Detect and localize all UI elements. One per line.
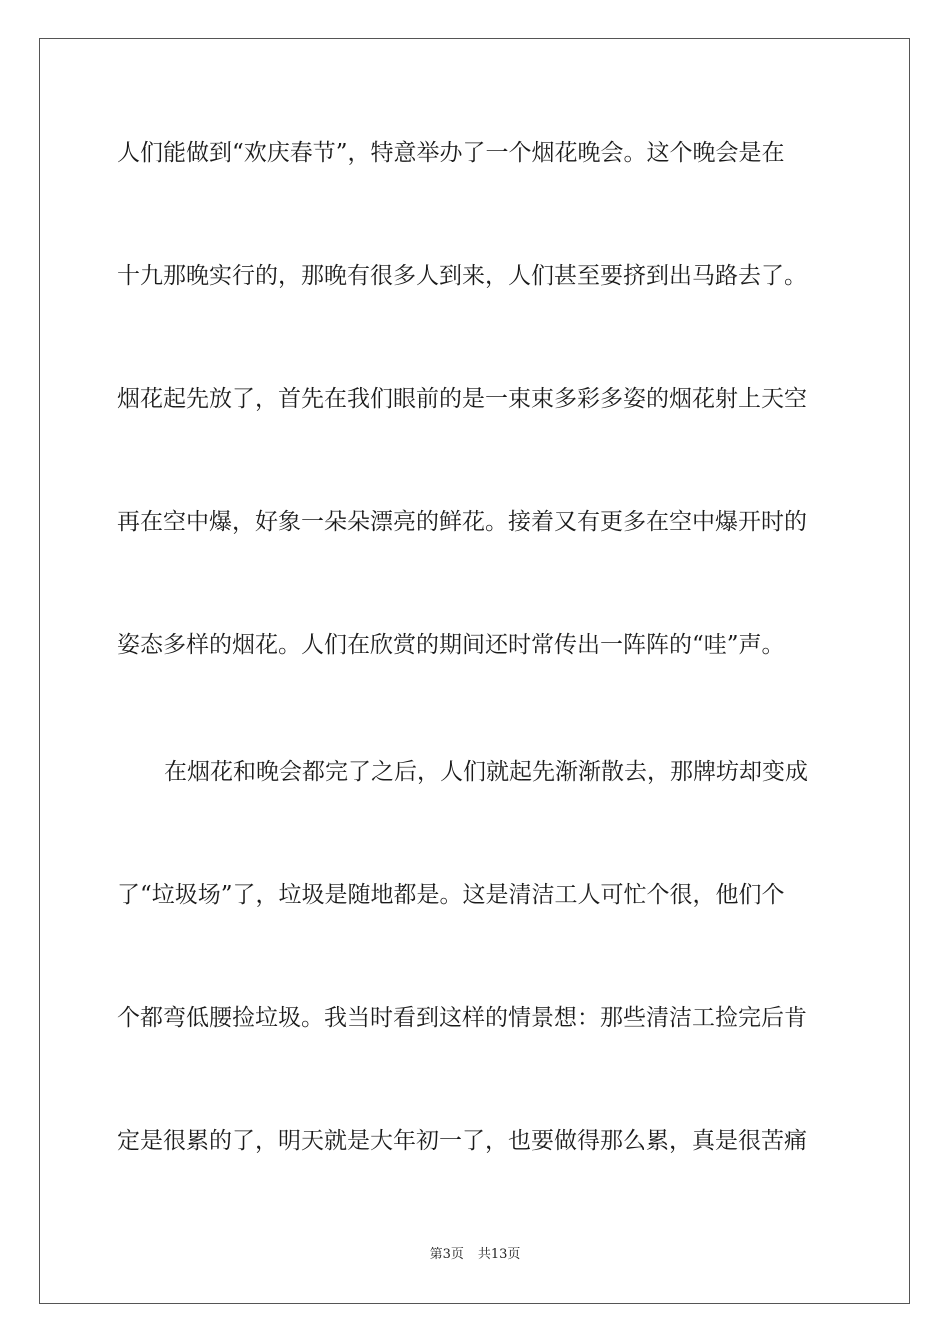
page-footer [0,1246,950,1264]
text-line: 烟花起先放了，首先在我们眼前的是一束束多彩多姿的烟花射上天空 [117,386,807,412]
text-line: 定是很累的了，明天就是大年初一了，也要做得那么累，真是很苦痛 [117,1128,807,1154]
text-line: 再在空中爆，好象一朵朵漂亮的鲜花。接着又有更多在空中爆开时的 [117,509,807,535]
text-line: 了“垃圾场”了，垃圾是随地都是。这是清洁工人可忙个很，他们个 [117,882,785,908]
page-number: 第3页 [429,1247,464,1262]
text-line: 人们能做到“欢庆春节”，特意举办了一个烟花晚会。这个晚会是在 [117,140,785,166]
paragraph-first-line: 在烟花和晚会都完了之后，人们就起先渐渐散去，那牌坊却变成 [164,759,808,785]
text-line: 姿态多样的烟花。人们在欣赏的期间还时常传出一阵阵的“哇”声。 [117,632,785,658]
text-line: 个都弯低腰捡垃圾。我当时看到这样的情景想：那些清洁工捡完后肯 [117,1005,807,1031]
page-total: 共13页 [477,1247,521,1262]
text-line: 十九那晚实行的，那晚有很多人到来，人们甚至要挤到出马路去了。 [117,263,807,289]
page-frame [39,38,910,1304]
